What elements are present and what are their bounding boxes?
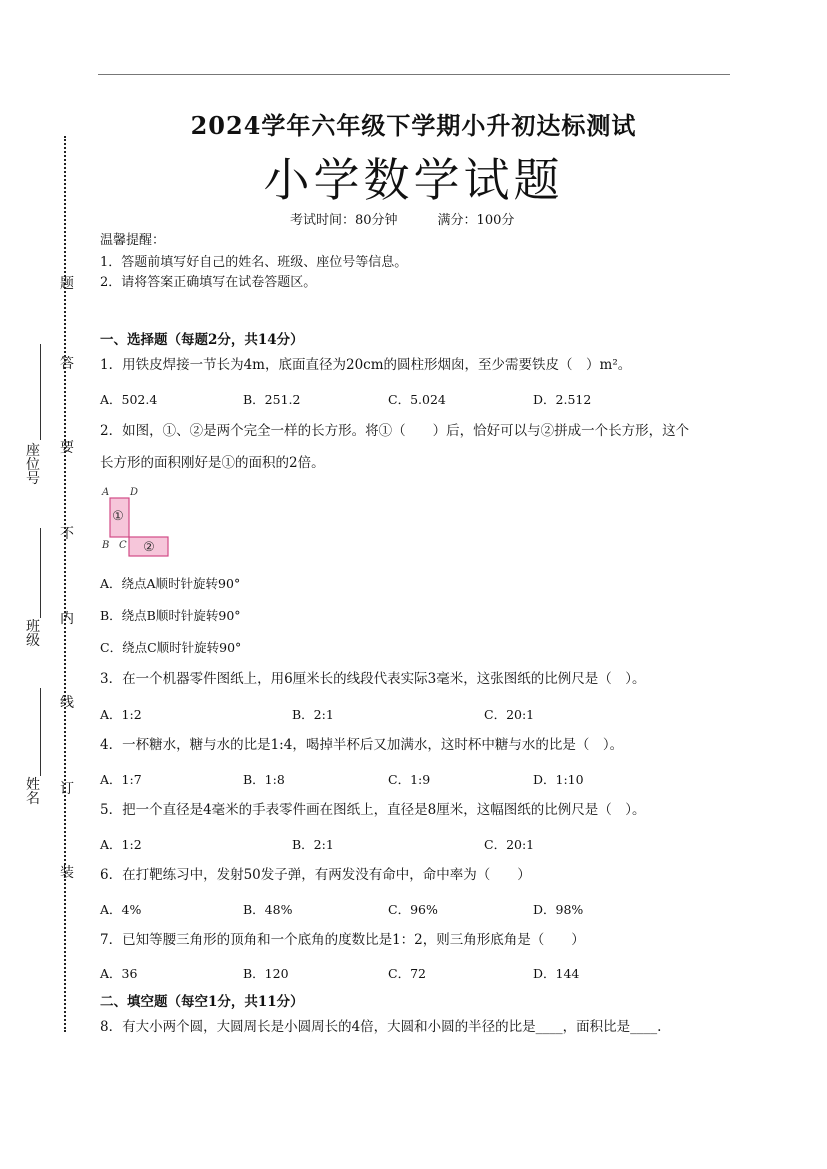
binding-dotted-line — [64, 136, 66, 1032]
section-title: 二、填空题（每空1分，共11分） — [100, 994, 304, 1010]
question-text: 5．把一个直径是4毫米的手表零件画在图纸上，直径是8厘米，这幅图纸的比例尺是（ ）。 — [100, 802, 646, 818]
tip-item: 2．请将答案正确填写在试卷答题区。 — [100, 275, 317, 290]
question-text: 1．用铁皮焊接一节长为4m，底面直径为20cm的圆柱形烟囱，至少需要铁皮（ ）m²。 — [100, 357, 632, 373]
option: A．1:2 — [100, 707, 142, 722]
binding-char: 不 — [60, 526, 74, 542]
option: C．1:9 — [388, 772, 431, 787]
exam-subtitle: 2024学年六年级下学期小升初达标测试 — [190, 111, 637, 140]
question-text-cont: 长方形的面积刚好是①的面积的2倍。 — [100, 455, 325, 471]
point-a-label: A — [102, 487, 110, 498]
option: D．2.512 — [533, 392, 592, 407]
binding-char: 要 — [60, 440, 74, 456]
name-label: 姓名 — [26, 777, 40, 807]
option: A．502.4 — [100, 392, 158, 407]
option: B．48% — [243, 902, 293, 917]
binding-char: 答 — [60, 356, 74, 372]
option: D．98% — [533, 902, 584, 917]
question-text: 6．在打靶练习中，发射50发子弹，有两发没有命中，命中率为（ ） — [100, 867, 531, 883]
option: C．72 — [388, 966, 426, 981]
option: C．96% — [388, 902, 438, 917]
question-text: 7．已知等腰三角形的顶角和一个底角的度数比是1：2，则三角形底角是（ ） — [100, 932, 585, 948]
seat-label: 座位号 — [26, 443, 40, 487]
point-c-label: C — [119, 540, 127, 551]
exam-info — [290, 209, 554, 228]
question-text: 8．有大小两个圆，大圆周长是小圆周长的4倍，大圆和小圆的半径的比是____，面积比是____. — [100, 1019, 662, 1035]
point-b-label: B — [102, 540, 110, 551]
name-underline — [40, 688, 41, 776]
option: A．4% — [100, 902, 142, 917]
option: C．绕点C顺时针旋转90° — [100, 640, 242, 655]
option: C．5.024 — [388, 392, 446, 407]
option: A．绕点A顺时针旋转90° — [100, 576, 241, 591]
binding-char: 线 — [60, 695, 74, 711]
binding-char: 内 — [60, 611, 74, 627]
question-text: 4．一杯糖水，糖与水的比是1:4，喝掉半杯后又加满水，这时杯中糖与水的比是（ ）。 — [100, 737, 624, 753]
point-d-label: D — [130, 487, 139, 498]
option: A．36 — [100, 966, 138, 981]
exam-score: 满分：100分 — [437, 213, 515, 228]
tip-item: 1．答题前填写好自己的姓名、班级、座位号等信息。 — [100, 255, 408, 270]
tips-heading: 温馨提醒： — [100, 233, 166, 248]
exam-time: 考试时间：80分钟 — [290, 213, 398, 228]
question-text: 3．在一个机器零件图纸上，用6厘米长的线段代表实际3毫米，这张图纸的比例尺是（ ）。 — [100, 671, 646, 687]
rectangle-figure — [100, 484, 180, 560]
option: B．120 — [243, 966, 289, 981]
option: B．251.2 — [243, 392, 301, 407]
shape-2-label: ② — [143, 540, 155, 555]
section-title: 一、选择题（每题2分，共14分） — [100, 332, 304, 348]
header-rule — [98, 74, 730, 75]
option: D．144 — [533, 966, 580, 981]
class-underline — [40, 528, 41, 618]
option: A．1:7 — [100, 772, 142, 787]
option: B．绕点B顺时针旋转90° — [100, 608, 241, 623]
exam-title: 小学数学试题 — [263, 153, 564, 207]
binding-char: 装 — [60, 865, 74, 881]
option: C．20:1 — [484, 837, 535, 852]
option: B．1:8 — [243, 772, 285, 787]
option: C．20:1 — [484, 707, 535, 722]
binding-char: 订 — [60, 781, 74, 797]
binding-char: 题 — [60, 276, 74, 292]
shape-1-label: ① — [112, 509, 124, 524]
seat-underline — [40, 344, 41, 440]
option: D．1:10 — [533, 772, 584, 787]
class-label: 班级 — [26, 619, 40, 649]
option: B．2:1 — [292, 837, 334, 852]
option: B．2:1 — [292, 707, 334, 722]
question-text: 2．如图，①、②是两个完全一样的长方形。将①（ ）后，恰好可以与②拼成一个长方形，这个 — [100, 423, 690, 439]
option: A．1:2 — [100, 837, 142, 852]
